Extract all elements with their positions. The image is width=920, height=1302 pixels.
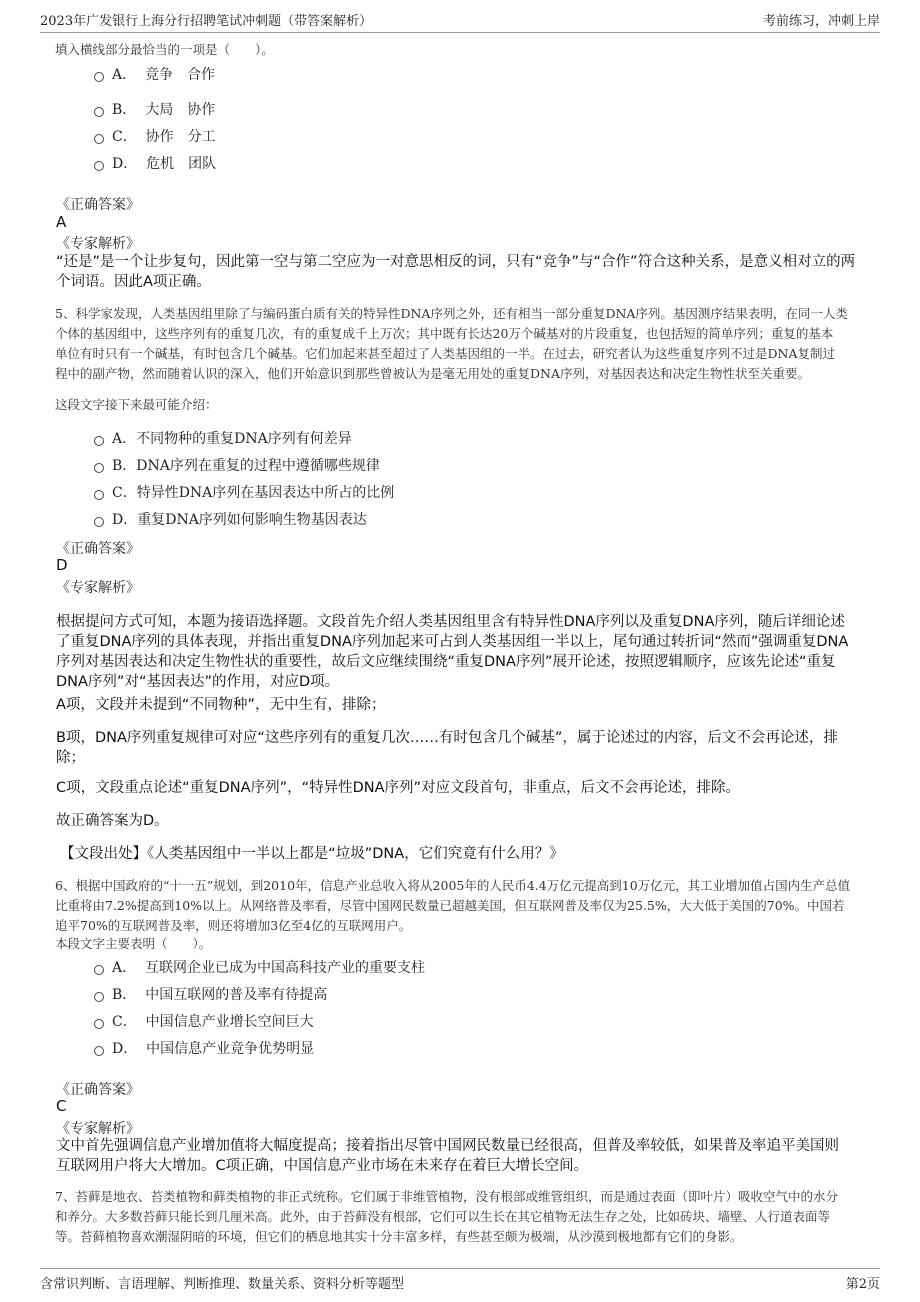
radio-icon[interactable] xyxy=(94,161,104,171)
header-slogan: 考前练习，冲刺上岸 xyxy=(762,13,880,29)
q4-option-c[interactable]: C． 协作 分工 xyxy=(94,126,216,146)
q6-analysis-tag: 《专家解析》 xyxy=(56,1121,140,1137)
q6-answer: C xyxy=(56,1097,67,1115)
q5-option-c[interactable]: C．特异性DNA序列在基因表达中所占的比例 xyxy=(94,482,394,502)
q5-analysis-tag: 《专家解析》 xyxy=(56,580,140,596)
q5-source: 【文段出处】《人类基因组中一半以上都是“垃圾”DNA，它们究竟有什么用？》 xyxy=(60,846,564,862)
q5-answer: D xyxy=(56,556,68,574)
q5-option-a[interactable]: A．不同物种的重复DNA序列有何差异 xyxy=(94,428,352,448)
q5-conclusion: 故正确答案为D。 xyxy=(56,813,169,829)
footer-note: 含常识判断、言语理解、判断推理、数量关系、资料分析等题型 xyxy=(40,1276,405,1292)
q6-analysis: 文中首先强调信息产业增加值将大幅度提高；接着指出尽管中国网民数量已经很高，但普及率较低，如果普及率追平美国则 互联网用户将大大增加。C项正确，中国信息产业市场在未来存在着巨大增长空间。 xyxy=(56,1138,839,1174)
q5-prompt: 这段文字接下来最可能介绍： xyxy=(55,397,218,412)
page-footer xyxy=(40,1268,880,1295)
radio-icon[interactable] xyxy=(94,107,104,117)
radio-icon[interactable] xyxy=(94,463,104,473)
radio-icon[interactable] xyxy=(94,517,104,527)
q6-prompt: 本段文字主要表明（ ）。 xyxy=(55,936,212,951)
q4-option-b[interactable]: B． 大局 协作 xyxy=(94,99,215,119)
q4-option-d[interactable]: D． 危机 团队 xyxy=(94,153,216,173)
q6-answer-tag: 《正确答案》 xyxy=(56,1082,140,1098)
q4-option-a[interactable]: A． 竞争 合作 xyxy=(94,64,215,84)
q6-option-c[interactable]: C． 中国信息产业增长空间巨大 xyxy=(94,1011,314,1031)
radio-icon[interactable] xyxy=(94,490,104,500)
radio-icon[interactable] xyxy=(94,965,104,975)
q5-stem: 5、科学家发现，人类基因组里除了与编码蛋白质有关的特异性DNA序列之外，还有相当一部分重复DNA序列。基因测序结果表明，在同一人类 个体的基因组中，这些序列有的重复几次，有的重复成千上万次；其中既有长达20万个碱基对的片段重复，也包括短的简单序列；重复的基本 单位有时只有一个碱基，有时包含几个碱基。它们加起来甚至超过了人类基因组的一半。在过去，研究者认为这些重复序列不过是DNA复制过 程中的副产物，然而随着认识的深入，他们开始意识到那些曾被认为是毫无用处的重复DNA序列，对基因表达和决定生物性状至关重要。 xyxy=(55,306,848,381)
q5-analysis-b: B项，DNA序列重复规律可对应“这些序列有的重复几次……有时包含几个碱基”，属于论述过的内容，后文不会再论述，排 除； xyxy=(56,730,838,766)
q5-option-d[interactable]: D．重复DNA序列如何影响生物基因表达 xyxy=(94,509,367,529)
header-title: 2023年广发银行上海分行招聘笔试冲刺题（带答案解析） xyxy=(40,13,373,29)
q6-option-b[interactable]: B． 中国互联网的普及率有待提高 xyxy=(94,984,327,1004)
radio-icon[interactable] xyxy=(94,134,104,144)
q4-analysis: “还是”是一个让步复句，因此第一空与第二空应为一对意思相反的词，只有“竞争”与“合作”符合这种关系，是意义相对立的两 个词语。因此A项正确。 xyxy=(56,254,856,290)
radio-icon[interactable] xyxy=(94,992,104,1002)
radio-icon[interactable] xyxy=(94,72,104,82)
q7-stem: 7、苔藓是地衣、苔类植物和藓类植物的非正式统称。它们属于非维管植物，没有根部或维管组织，而是通过表面（即叶片）吸收空气中的水分 和养分。大多数苔藓只能长到几厘米高。此外，由于苔藓没有根部，它们可以生长在其它植物无法生存之处，比如砖块、墙壁、人行道表面等 等。苔藓植物喜欢潮湿阴暗的环境，但它们的栖息地其实十分丰富多样，有些甚至颇为极端，从沙漠到极地都有它们的身影。 xyxy=(55,1189,838,1244)
q4-answer: A xyxy=(56,213,67,231)
q4-answer-tag: 《正确答案》 xyxy=(56,197,140,213)
page-header xyxy=(40,6,880,33)
q6-stem: 6、根据中国政府的“十一五”规划，到2010年，信息产业总收入将从2005年的人民币4.4万亿元提高到10万亿元，其工业增加值占国内生产总值 比重将由7.2%提高到10%以上。从网络普及率看，尽管中国网民数量已超越美国，但互联网普及率仅为25.5%，大大低于美国的70%。中国若 追平70%的互联网普及率，则还将增加3亿至4亿的互联网用户。 xyxy=(55,878,851,933)
radio-icon[interactable] xyxy=(94,1046,104,1056)
q5-analysis-c: C项，文段重点论述“重复DNA序列”，“特异性DNA序列”对应文段首句，非重点，后文不会再论述，排除。 xyxy=(56,780,741,796)
q5-analysis: 根据提问方式可知，本题为接语选择题。文段首先介绍人类基因组里含有特异性DNA序列以及重复DNA序列，随后详细论述 了重复DNA序列的具体表现，并指出重复DNA序列加起来可占到人类基因组一半以上，尾句通过转折词“然而”强调重复DNA 序列对基因表达和决定生物性状的重要性，故后文应继续围绕“重复DNA序列”展开论述，按照逻辑顺序，应该先论述“重复 DNA序列”对“基因表达”的作用，对应D项。 xyxy=(56,614,849,690)
page-number: 第2页 xyxy=(845,1276,880,1292)
q4-prompt: 填入横线部分最恰当的一项是（ ）。 xyxy=(55,42,274,57)
q5-option-b[interactable]: B．DNA序列在重复的过程中遵循哪些规律 xyxy=(94,455,380,475)
q4-analysis-tag: 《专家解析》 xyxy=(56,236,140,252)
q5-answer-tag: 《正确答案》 xyxy=(56,541,140,557)
radio-icon[interactable] xyxy=(94,436,104,446)
q5-analysis-a: A项，文段并未提到“不同物种”，无中生有，排除； xyxy=(56,697,386,713)
q6-option-d[interactable]: D． 中国信息产业竞争优势明显 xyxy=(94,1038,314,1058)
q6-option-a[interactable]: A． 互联网企业已成为中国高科技产业的重要支柱 xyxy=(94,957,425,977)
radio-icon[interactable] xyxy=(94,1019,104,1029)
